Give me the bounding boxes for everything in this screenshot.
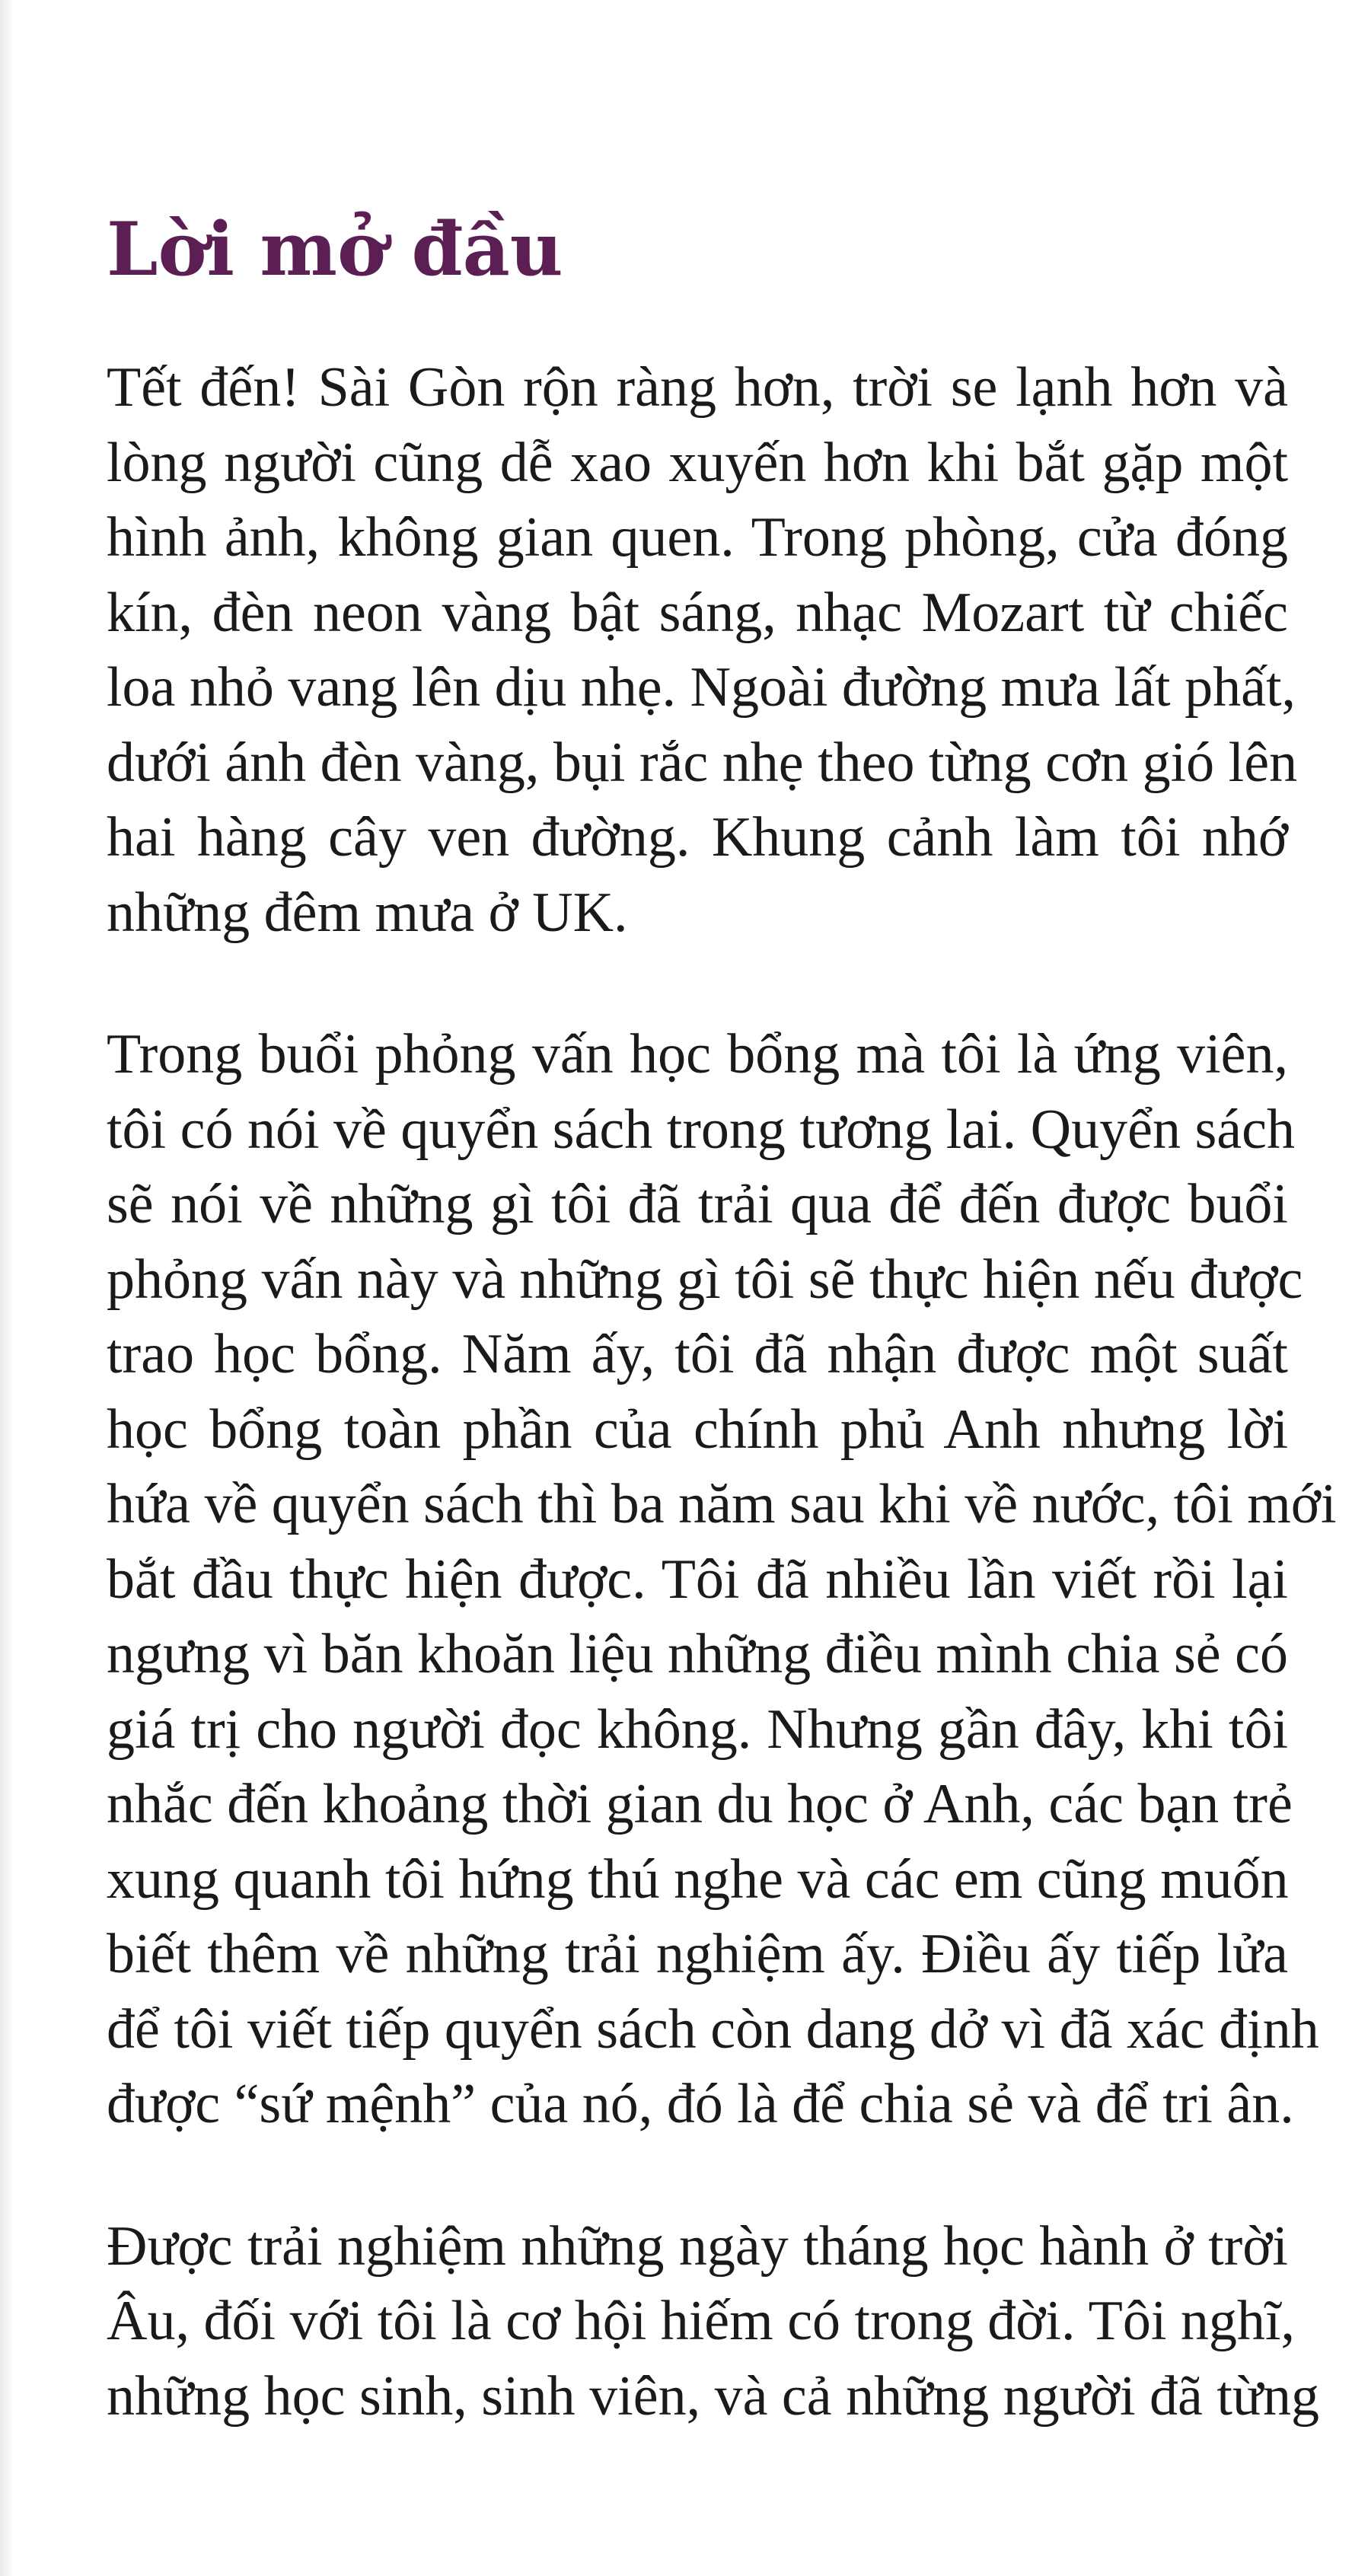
text-line: để tôi viết tiếp quyển sách còn dang dở vì đã xác định xyxy=(107,1997,1319,2061)
text-line: phỏng vấn này và những gì tôi sẽ thực hiện nếu được xyxy=(107,1248,1303,1311)
text-line: dưới ánh đèn vàng, bụi rắc nhẹ theo từng cơn gió lên xyxy=(107,731,1298,794)
text-line: hai hàng cây ven đường. Khung cảnh làm tôi nhớ xyxy=(107,806,1288,869)
text-line: học bổng toàn phần của chính phủ Anh nhưng lời xyxy=(107,1398,1288,1461)
paragraph-1 xyxy=(107,350,1298,950)
text-line: hứa về quyển sách thì ba năm sau khi về nước, tôi mới xyxy=(107,1473,1337,1535)
text-line: Tết đến! Sài Gòn rộn ràng hơn, trời se lạnh hơn và xyxy=(107,356,1288,419)
text-line: bắt đầu thực hiện được. Tôi đã nhiều lần viết rồi lại xyxy=(107,1548,1288,1611)
text-line: Được trải nghiệm những ngày tháng học hành ở trời xyxy=(107,2214,1288,2278)
text-line: những học sinh, sinh viên, và cả những người đã từng xyxy=(107,2364,1320,2428)
text-line: Trong buổi phỏng vấn học bổng mà tôi là ứng viên, xyxy=(107,1023,1288,1086)
text-line: tôi có nói về quyển sách trong tương lai. Quyển sách xyxy=(107,1098,1295,1161)
text-line: được “sứ mệnh” của nó, đó là để chia sẻ và để tri ân. xyxy=(107,2073,1294,2135)
paragraph-3 xyxy=(107,2209,1320,2434)
chapter-title: Lời mở đầu xyxy=(107,206,563,292)
text-line: trao học bổng. Năm ấy, tôi đã nhận được một suất xyxy=(107,1323,1288,1385)
text-line: ngưng vì băn khoăn liệu những điều mình chia sẻ có xyxy=(107,1623,1288,1685)
text-line: nhắc đến khoảng thời gian du học ở Anh, các bạn trẻ xyxy=(107,1773,1293,1835)
text-line: những đêm mưa ở UK. xyxy=(107,881,628,944)
text-line: sẽ nói về những gì tôi đã trải qua để đến được buổi xyxy=(107,1173,1288,1235)
text-line: hình ảnh, không gian quen. Trong phòng, cửa đóng xyxy=(107,506,1288,569)
paragraph-2 xyxy=(107,1017,1337,2142)
text-line: loa nhỏ vang lên dịu nhẹ. Ngoài đường mưa lất phất, xyxy=(107,656,1296,719)
text-line: biết thêm về những trải nghiệm ấy. Điều ấy tiếp lửa xyxy=(107,1923,1288,1985)
text-line: xung quanh tôi hứng thú nghe và các em cũng muốn xyxy=(107,1848,1289,1911)
page-edge-shadow xyxy=(0,0,14,2576)
text-line: giá trị cho người đọc không. Nhưng gần đây, khi tôi xyxy=(107,1698,1288,1761)
text-line: lòng người cũng dễ xao xuyến hơn khi bắt gặp một xyxy=(107,431,1288,494)
text-line: kín, đèn neon vàng bật sáng, nhạc Mozart từ chiếc xyxy=(107,581,1288,644)
body-text xyxy=(107,350,1337,2501)
text-line: Âu, đối với tôi là cơ hội hiếm có trong đời. Tôi nghĩ, xyxy=(107,2290,1295,2352)
